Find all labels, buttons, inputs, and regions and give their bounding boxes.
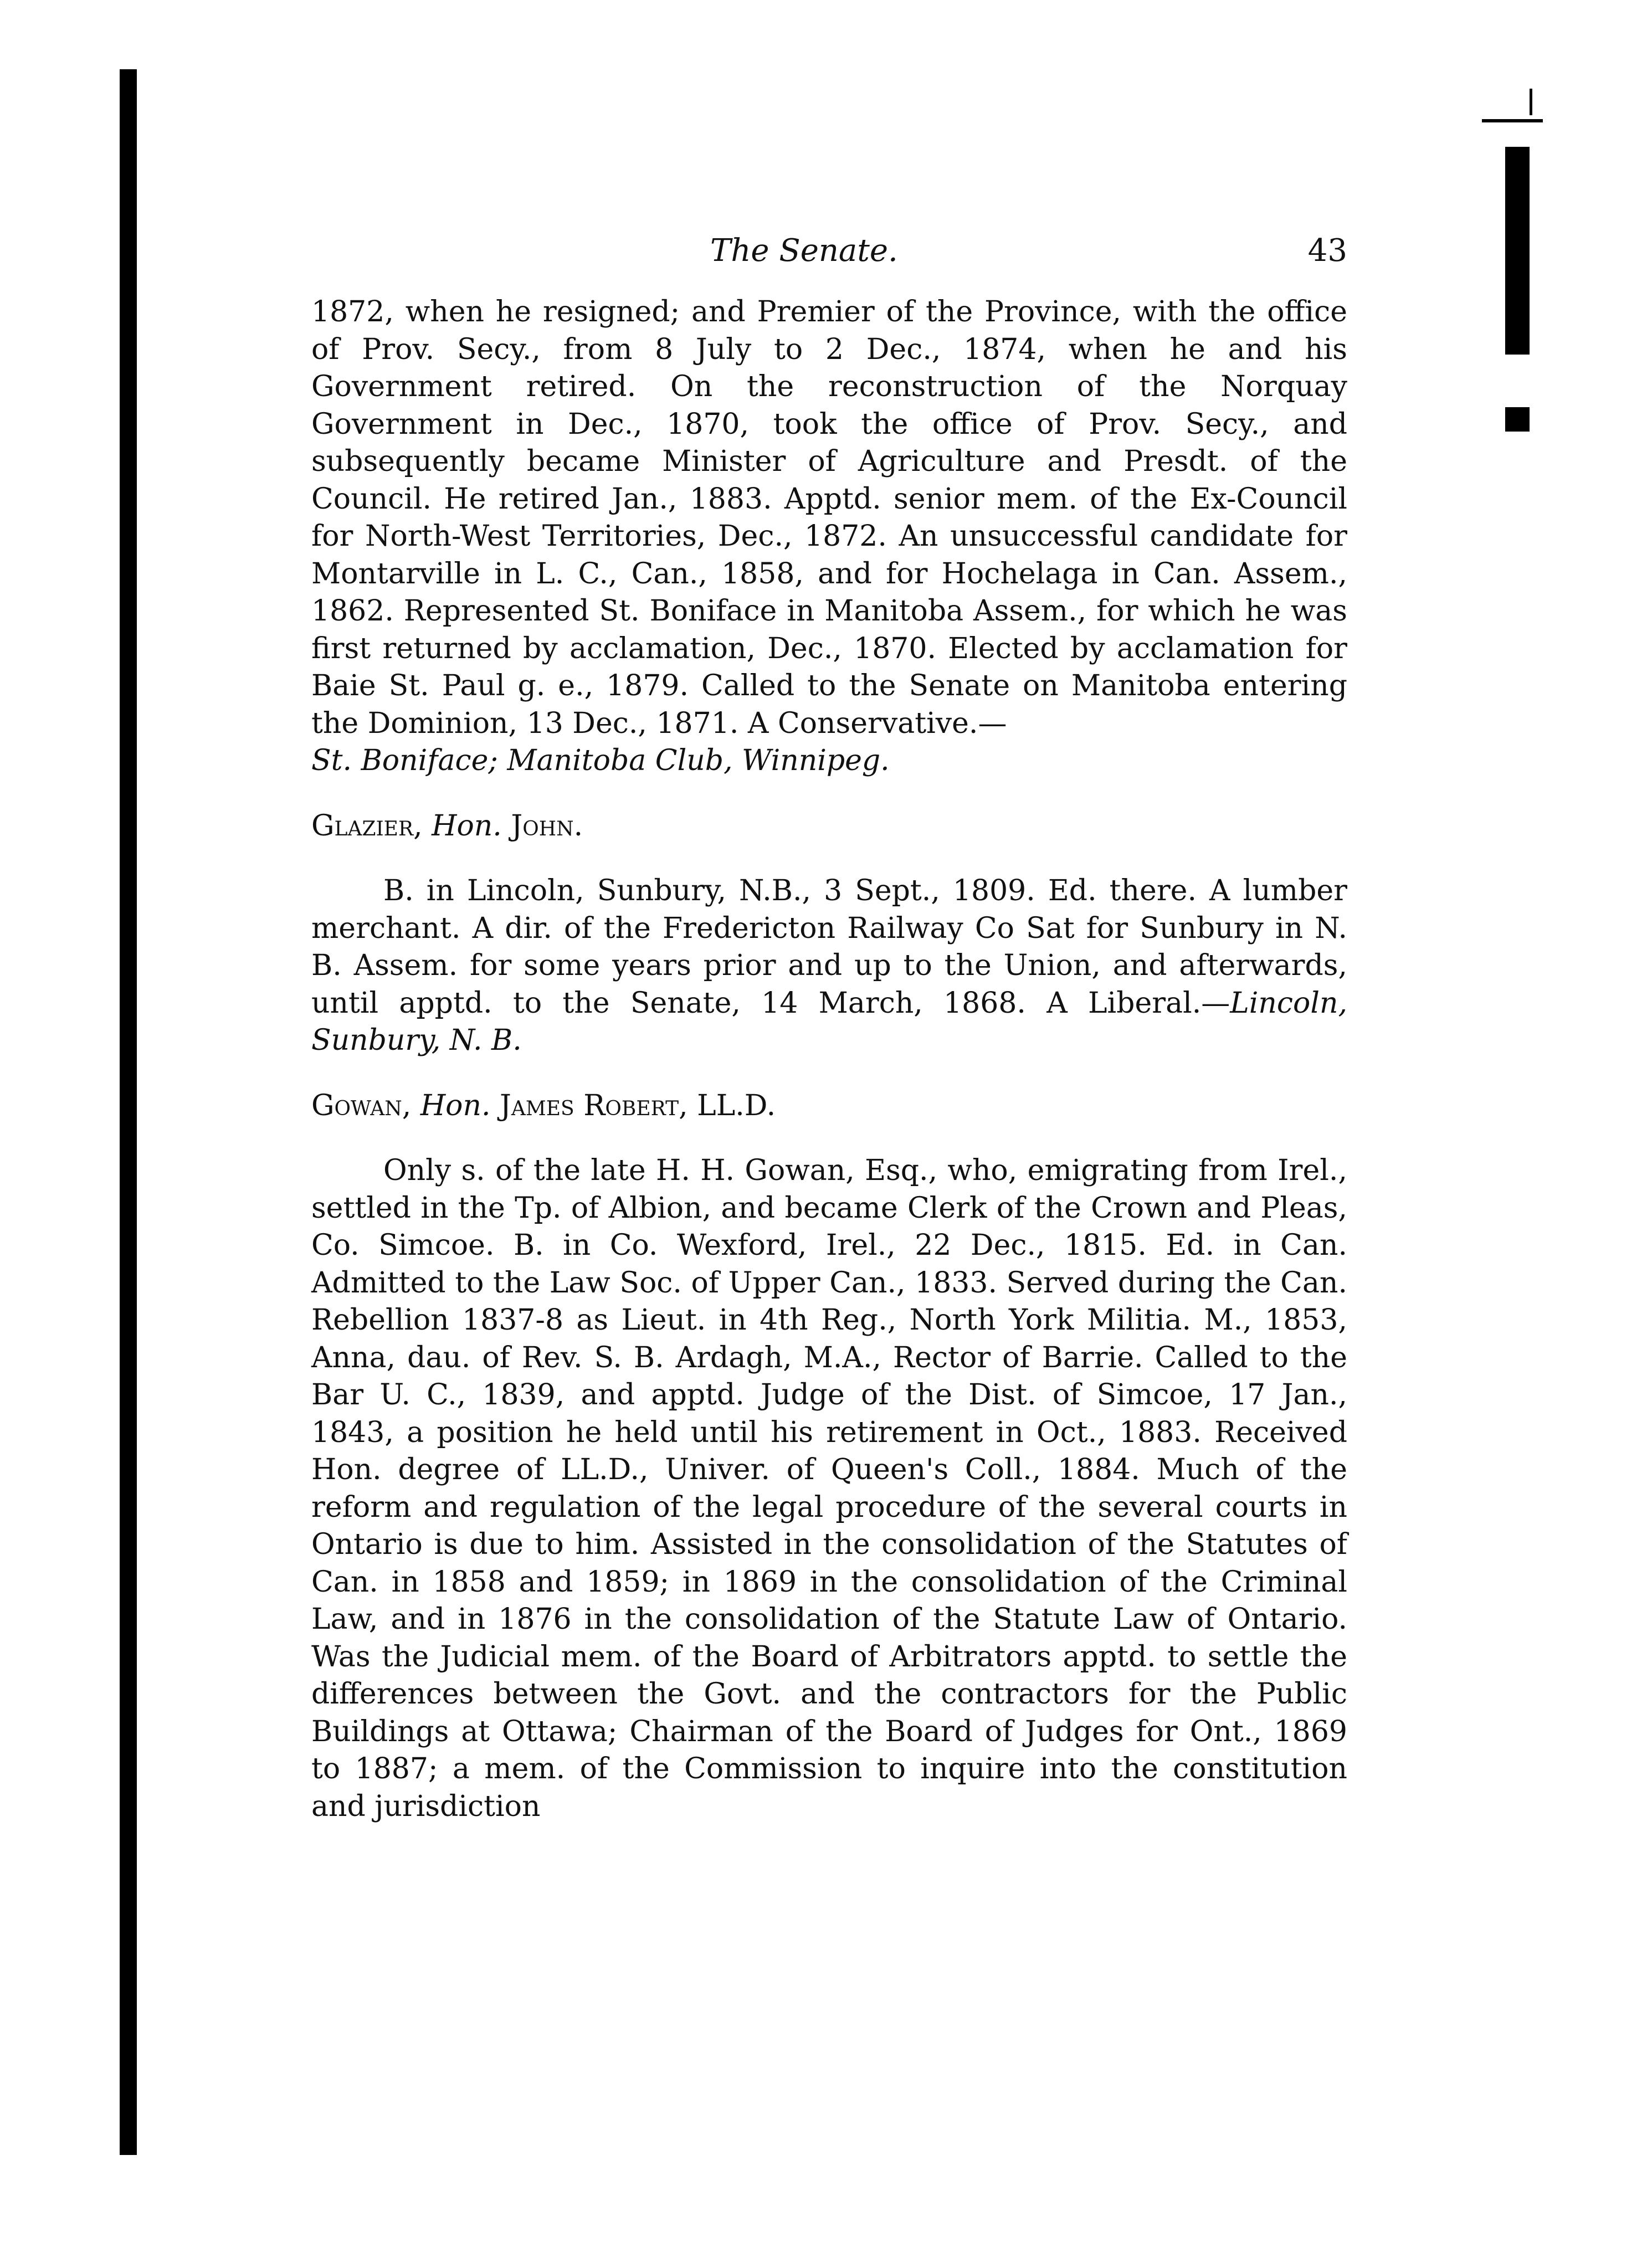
binding-shadow [120,69,137,2155]
entry-honorific: Hon. [432,809,502,843]
running-head [311,233,1347,271]
entry-surname: Glazier, [311,809,423,843]
edge-rule-mark [1482,119,1543,122]
page-number: 43 [1307,233,1347,269]
entry-heading-glazier [311,808,1347,845]
entry-heading-gowan [311,1087,1347,1125]
entry-surname: Gowan, [311,1089,412,1122]
edge-bar-mark [1505,147,1530,355]
entry-given-name: John. [511,809,583,843]
entry-glazier [311,873,1347,1060]
entry-body: 1872, when he resigned; and Premier of the Province, with the office of Prov. Secy., from 8 July to 2 Dec., 1874, when he and his Government retired. On the reconstruction of the Norquay Government in Dec., 1870, took the office of Prov. Secy., and subsequently became Minister of Agriculture and Presdt. of the Council. He retired Jan., 1883. Apptd. senior mem. of the Ex-Council for North-West Territories, Dec., 1872. An unsuccessful candidate for Montarville in L. C., Can., 1858, and for Hochelaga in Can. Assem., 1862. Represented St. Boniface in Manitoba Assem., for which he was first returned by acclamation, Dec., 1870. Elected by acclamation for Baie St. Paul g. e., 1879. Called to the Senate on Manitoba entering the Dominion, 13 Dec., 1871. A Conservative.— [311,295,1347,740]
edge-block-mark [1505,407,1530,432]
entry-given-name: James Robert, LL.D. [500,1089,776,1122]
entry-body: Only s. of the late H. H. Gowan, Esq., who, emigrating from Irel., settled in the Tp. of Albion, and became Clerk of the Crown and Pleas, Co. Simcoe. B. in Co. Wexford, Irel., 22 Dec., 1815. Ed. in Can. Admitted to the Law Soc. of Upper Can., 1833. Served during the Can. Rebellion 1837-8 as Lieut. in 4th Reg., North York Militia. M., 1853, Anna, dau. of Rev. S. B. Ardagh, M.A., Rector of Barrie. Called to the Bar U. C., 1839, and apptd. Judge of the Dist. of Simcoe, 17 Jan., 1843, a position he held until his retirement in Oct., 1883. Received Hon. degree of LL.D., Univer. of Queen's Coll., 1884. Much of the reform and regulation of the legal procedure of the several courts in Ontario is due to him. Assisted in the consolidation of the Statutes of Can. in 1858 and 1859; in 1869 in the consolidation of the Criminal Law, and in 1876 in the consolidation of the Statute Law of Ontario. Was the Judicial mem. of the Board of Arbitrators apptd. to settle the differences between the Govt. and the contractors for the Public Buildings at Ottawa; Chairman of the Board of Judges for Ont., 1869 to 1887; a mem. of the Commission to inquire into the constitution and jurisdiction [311,1154,1347,1823]
edge-tick-mark [1530,89,1532,115]
entry-honorific: Hon. [420,1089,491,1122]
running-title: The Senate. [710,233,898,269]
entry-continuation [311,294,1347,780]
book-page [311,233,1347,1825]
entry-body: B. in Lincoln, Sunbury, N.B., 3 Sept., 1809. Ed. there. A lumber merchant. A dir. of the Fredericton Railway Co Sat for Sunbury in N. B. Assem. for some years prior and up to the Union, and afterwards, until apptd. to the Senate, 14 March, 1868. A Liberal.— [311,874,1347,1020]
entry-gowan [311,1152,1347,1825]
entry-residence: St. Boniface; Manitoba Club, Winnipeg. [311,744,890,777]
entry-residence: Lincoln, Sunbury, N. B. [311,986,1347,1057]
